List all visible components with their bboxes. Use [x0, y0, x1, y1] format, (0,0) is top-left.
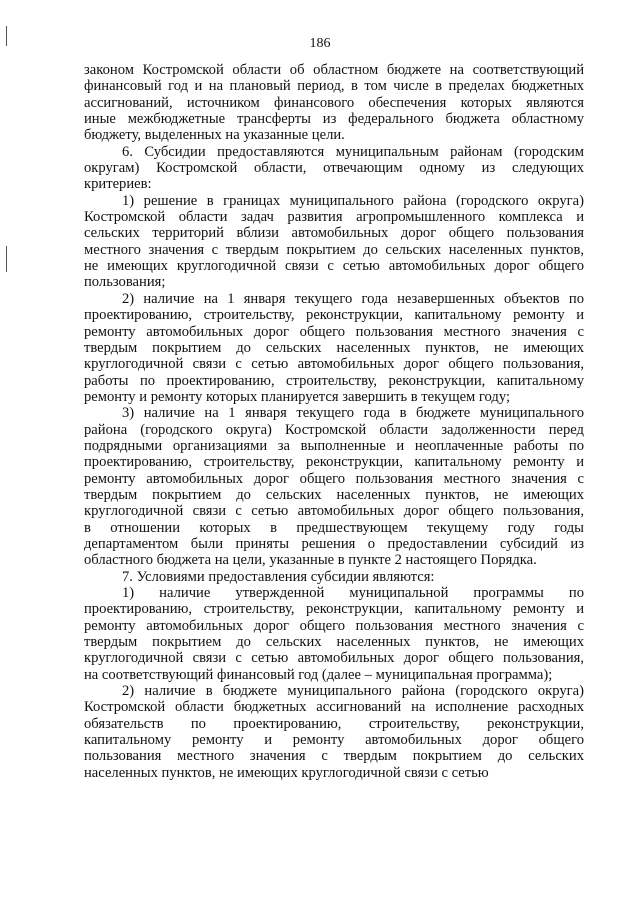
text-line: областного бюджета на цели, указанные в пункте 2 настоящего Порядка. [84, 552, 537, 569]
text-line: законом Костромской области об областном бюджете на соответствующий [84, 62, 584, 78]
text-line: обязательств по проектированию, строительству, реконструкции, [84, 715, 584, 732]
paragraph [84, 62, 584, 144]
text-line: 2) наличие на 1 января текущего года незавершенных объектов по [122, 290, 584, 307]
text-line: местного значения с твердым покрытием до сельских населенных пунктов, [84, 241, 584, 258]
paragraph [84, 683, 584, 781]
text-line: ремонту и ремонту которых планируется завершить в текущем году; [84, 388, 511, 405]
paragraph [84, 585, 584, 683]
text-line: бюджету, выделенных на указанные цели. [84, 127, 345, 144]
text-line: круглогодичной связи с сетью автомобильных дорог общего пользования, [84, 650, 584, 667]
text-line: ассигнований, источником финансового обеспечения которых являются [84, 94, 584, 111]
page-number: 186 [309, 36, 331, 51]
margin-mark [6, 246, 7, 272]
text-line: проектированию, строительству, реконструкции, капитальному ремонту и [84, 454, 584, 471]
text-line: в отношении которых в предшествующем текущему году годы [84, 519, 584, 536]
text-line: сельских территорий вблизи автомобильных дорог общего пользования [84, 225, 584, 242]
text-line: подрядными организациями за выполненные и неоплаченные работы по [84, 437, 584, 454]
text-line: 7. Условиями предоставления субсидии являются: [122, 568, 435, 585]
text-line: проектированию, строительству, реконструкции, капитальному ремонту и [84, 307, 584, 324]
text-line: Костромской области задач развития агропромышленного комплекса и [84, 209, 584, 226]
text-line: населенных пунктов, не имеющих круглогодичной связи с сетью [84, 764, 489, 781]
text-line: на соответствующий финансовый год (далее – муниципальная программа); [84, 666, 553, 683]
text-line: Костромской области бюджетных ассигнований на исполнение расходных [84, 699, 584, 716]
text-line: иные межбюджетные трансферты из федерального бюджета областному [84, 111, 584, 128]
text-line: твердым покрытием до сельских населенных пунктов, не имеющих [84, 634, 584, 651]
text-line: не имеющих круглогодичной связи с сетью автомобильных дорог общего [84, 258, 584, 275]
text-line: твердым покрытием до сельских населенных пунктов, не имеющих [84, 486, 584, 503]
text-line: финансовый год и на плановый период, в том числе в пределах бюджетных [84, 78, 584, 95]
text-line: проектированию, строительству, реконструкции, капитальному ремонту и [84, 601, 584, 618]
text-line: круглогодичной связи с сетью автомобильных дорог общего пользования, [84, 356, 584, 373]
paragraph [84, 144, 584, 193]
paragraph [84, 569, 584, 585]
text-line: 3) наличие на 1 января текущего года в бюджете муниципального [122, 405, 584, 422]
text-line: 1) решение в границах муниципального района (городского округа) [122, 192, 584, 209]
text-line: капитальному ремонту и ремонту автомобильных дорог общего [84, 732, 584, 749]
text-line: 2) наличие в бюджете муниципального района (городского округа) [122, 683, 584, 700]
document-body [84, 62, 584, 781]
text-line: ремонту автомобильных дорог общего пользования местного значения с [84, 323, 584, 340]
text-line: твердым покрытием до сельских населенных пунктов, не имеющих [84, 339, 584, 356]
text-line: района (городского округа) Костромской области задолженности перед [84, 421, 584, 438]
text-line: пользования; [84, 274, 166, 291]
text-line: пользования местного значения с твердым покрытием до сельских [84, 748, 584, 765]
text-line: 6. Субсидии предоставляются муниципальным районам (городским [122, 143, 584, 160]
text-line: департаментом были приняты решения о предоставлении субсидий из [84, 535, 584, 552]
text-line: критериев: [84, 176, 152, 193]
text-line: округам) Костромской области, отвечающим одному из следующих [84, 160, 584, 177]
paragraph [84, 291, 584, 405]
paragraph [84, 405, 584, 568]
text-line: ремонту автомобильных дорог общего пользования местного значения с [84, 470, 584, 487]
text-line: ремонту автомобильных дорог общего пользования местного значения с [84, 617, 584, 634]
text-line: работы по проектированию, строительству, реконструкции, капитальному [84, 372, 584, 389]
text-line: 1) наличие утвержденной муниципальной программы по [122, 585, 584, 601]
paragraph [84, 193, 584, 291]
text-line: круглогодичной связи с сетью автомобильных дорог общего пользования, [84, 503, 584, 520]
